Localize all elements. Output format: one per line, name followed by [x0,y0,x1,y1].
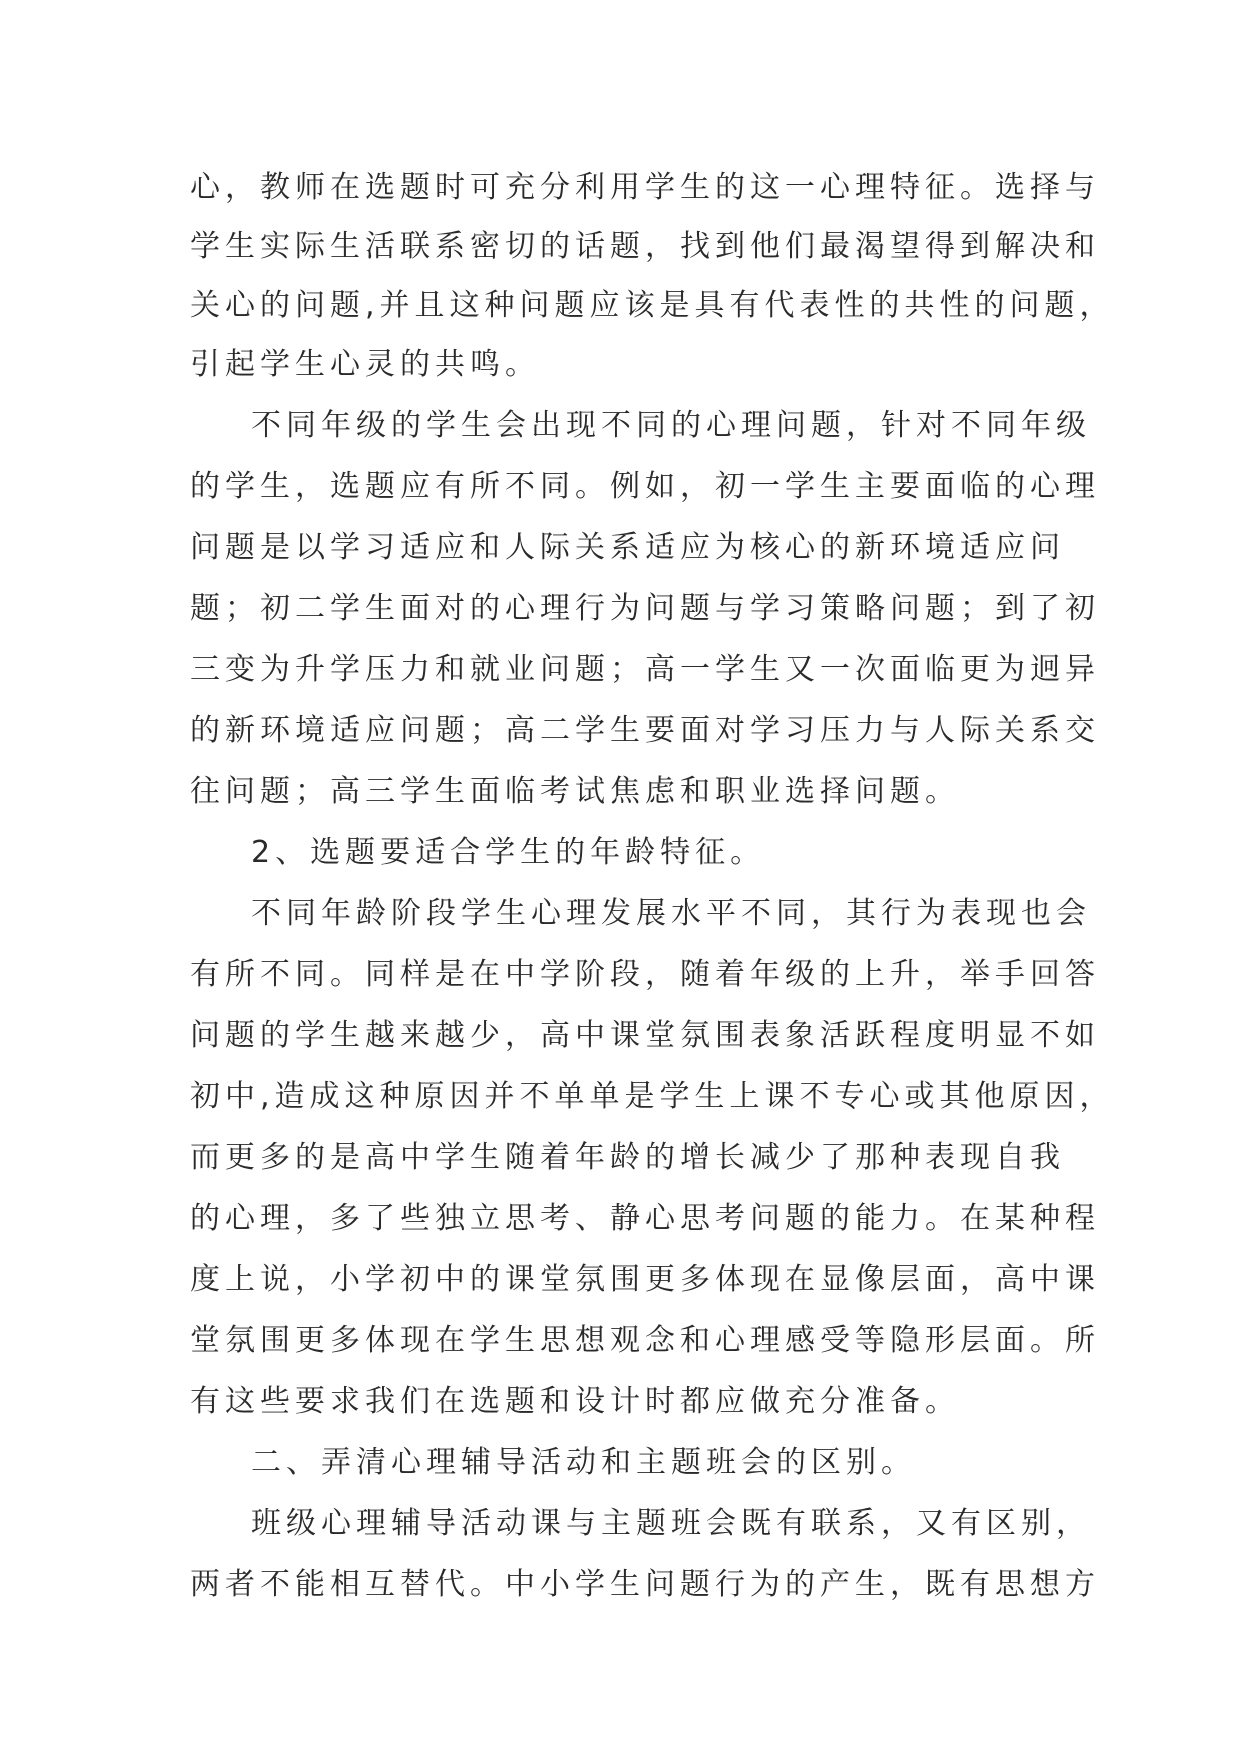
paragraph-first-line: 不同年龄阶段学生心理发展水平不同，其行为表现也会 [251,896,1091,931]
paragraph-first-line: 不同年级的学生会出现不同的心理问题，针对不同年级 [251,408,1091,443]
text-line: 三变为升学压力和就业问题；高一学生又一次面临更为迥异 [190,652,1100,687]
section-heading: 二、弄清心理辅导活动和主题班会的区别。 [251,1445,916,1480]
text-line: 心，教师在选题时可充分利用学生的这一心理特征。选择与 [190,170,1100,205]
text-line: 的心理，多了些独立思考、静心思考问题的能力。在某种程 [190,1201,1100,1236]
text-line: 有所不同。同样是在中学阶段，随着年级的上升，举手回答 [190,957,1100,992]
paragraph-first-line: 班级心理辅导活动课与主题班会既有联系，又有区别， [251,1506,1091,1541]
text-line: 两者不能相互替代。中小学生问题行为的产生，既有思想方 [190,1567,1100,1602]
text-line: 度上说，小学初中的课堂氛围更多体现在显像层面，高中课 [190,1262,1100,1297]
text-line: 问题的学生越来越少，高中课堂氛围表象活跃程度明显不如 [190,1018,1100,1053]
text-line: 关心的问题,并且这种问题应该是具有代表性的共性的问题， [190,288,1115,323]
text-line: 题；初二学生面对的心理行为问题与学习策略问题；到了初 [190,591,1100,626]
text-line: 学生实际生活联系密切的话题，找到他们最渴望得到解决和 [190,229,1100,264]
text-line: 的学生，选题应有所不同。例如，初一学生主要面临的心理 [190,469,1100,504]
text-line: 而更多的是高中学生随着年龄的增长减少了那种表现自我 [190,1140,1065,1175]
section-heading: 2、选题要适合学生的年龄特征。 [251,835,766,870]
text-line: 堂氛围更多体现在学生思想观念和心理感受等隐形层面。所 [190,1323,1100,1358]
text-line: 引起学生心灵的共鸣。 [190,347,540,382]
text-line: 有这些要求我们在选题和设计时都应做充分准备。 [190,1384,960,1419]
text-line: 初中,造成这种原因并不单单是学生上课不专心或其他原因， [190,1079,1115,1114]
text-line: 问题是以学习适应和人际关系适应为核心的新环境适应问 [190,530,1065,565]
text-line: 往问题；高三学生面临考试焦虑和职业选择问题。 [190,774,960,809]
text-line: 的新环境适应问题；高二学生要面对学习压力与人际关系交 [190,713,1100,748]
